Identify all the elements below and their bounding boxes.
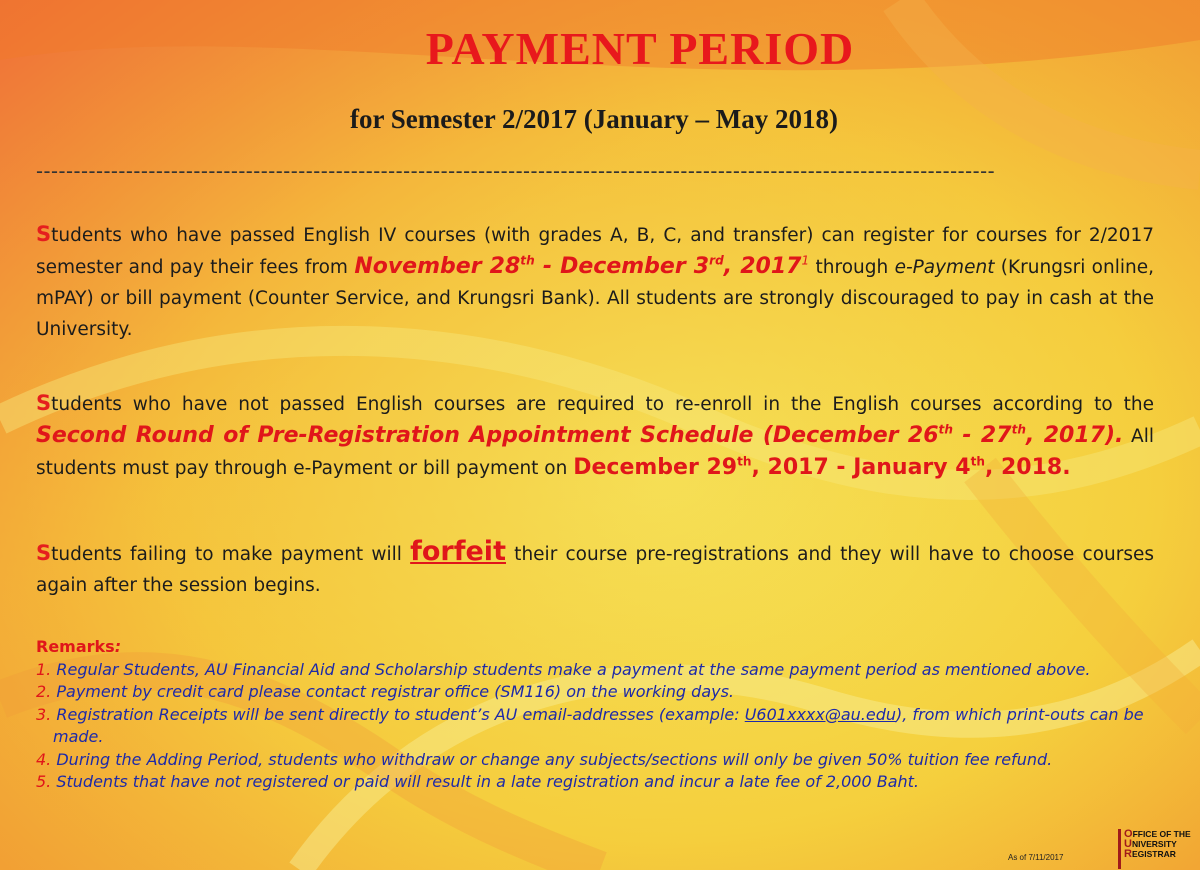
text: through <box>809 257 895 278</box>
logo-line <box>1124 849 1200 859</box>
drop-cap: S <box>36 391 52 415</box>
date-text: - December 3 <box>534 254 710 279</box>
ordinal-suffix: th <box>737 454 752 469</box>
schedule-text <box>36 423 1123 448</box>
logo-text: FFICE OF THE <box>1132 829 1191 839</box>
separator-line: -------------------------------------------------------------------------------------------------------------------------------- <box>36 160 996 183</box>
logo-initial: R <box>1124 848 1132 860</box>
text: (Krungsri online, mPAY) or bill payment (Counter Service, and Krungsri Bank). All students are strongly discouraged to pay in cash at the University. <box>36 257 1154 340</box>
email-example-link[interactable]: U601xxxx@au.edu <box>744 704 897 724</box>
remark-text: Registration Receipts will be sent directly to student’s AU email-addresses (example: <box>56 704 745 724</box>
remark-number: 2. <box>36 682 52 701</box>
as-of-date: As of 7/11/2017 <box>1008 853 1064 862</box>
remarks-colon: : <box>114 637 122 656</box>
forfeit-word: forfeit <box>410 536 506 567</box>
remark-item <box>36 771 1166 794</box>
schedule-part: Second Round of Pre-Registration Appointment Schedule (December 26 <box>36 423 939 448</box>
payment-date-range-2 <box>573 455 1070 480</box>
schedule-part: , 2017). <box>1025 423 1124 448</box>
remark-item <box>36 704 1166 749</box>
schedule-part: - 27 <box>952 423 1012 448</box>
ordinal-suffix: th <box>938 422 953 437</box>
logo-initial: U <box>1124 838 1132 850</box>
remark-item <box>36 749 1166 772</box>
payment-date-range <box>354 254 809 279</box>
text: tudents who have passed English IV courses (with grades A, B, C, and transfer) can register for courses for 2/2017 semester and pay their fees from <box>36 225 1154 278</box>
remark-text: Regular Students, AU Financial Aid and Scholarship students make a payment at the same payment period as mentioned above. <box>56 659 1091 679</box>
drop-cap: S <box>36 541 52 565</box>
remarks-section <box>36 636 1166 794</box>
text: tudents failing to make payment will <box>51 544 411 565</box>
remarks-title-text: Remarks <box>36 637 115 656</box>
remark-number: 1. <box>36 659 52 679</box>
text: All students must pay through e-Payment or bill payment on <box>36 426 1154 479</box>
registrar-office-logo <box>1118 829 1200 869</box>
paragraph-english-not-passed <box>36 388 1154 484</box>
logo-text: EGISTRAR <box>1131 849 1176 859</box>
text: their course pre-registrations and they will have to choose courses again after the session begins. <box>36 544 1154 596</box>
footnote-marker: 1 <box>801 253 810 268</box>
remark-number: 5. <box>36 772 52 791</box>
ordinal-suffix: th <box>1011 422 1026 437</box>
logo-line <box>1124 839 1200 849</box>
ordinal-suffix: rd <box>709 253 724 268</box>
remark-text: ), from which print-outs can be made. <box>53 704 1144 746</box>
remark-text: Students that have not registered or paid will result in a late registration and incur a late fee of 2,000 Baht. <box>56 772 919 791</box>
drop-cap: S <box>36 222 52 246</box>
date-text: November 28 <box>354 254 521 279</box>
remark-number: 4. <box>36 749 52 769</box>
logo-line <box>1124 829 1200 839</box>
remark-item <box>36 659 1166 682</box>
date-text: , 2018. <box>984 455 1071 480</box>
page-subtitle: for Semester 2/2017 (January – May 2018) <box>350 104 838 134</box>
paragraph-english-passed <box>36 219 1154 345</box>
remark-text: During the Adding Period, students who withdraw or change any subjects/sections will only be given 50% tuition fee refund. <box>56 749 1053 769</box>
page-title: PAYMENT PERIOD <box>425 23 855 74</box>
remark-number: 3. <box>36 704 52 724</box>
date-text: , 2017 - January 4 <box>751 455 971 480</box>
ordinal-suffix: th <box>970 454 985 469</box>
date-text: December 29 <box>573 455 738 480</box>
logo-initial: O <box>1124 828 1133 840</box>
ordinal-suffix: th <box>520 253 535 268</box>
text: tudents who have not passed English courses are required to re-enroll in the English courses according to the <box>51 394 1154 415</box>
remarks-heading <box>36 636 1166 659</box>
remark-text: Payment by credit card please contact registrar office (SM116) on the working days. <box>56 682 735 701</box>
e-payment-text: e-Payment <box>894 257 995 278</box>
remark-item <box>36 681 1166 704</box>
paragraph-forfeit <box>36 536 1154 601</box>
logo-text: NIVERSITY <box>1131 839 1177 849</box>
date-text: , 2017 <box>723 254 802 279</box>
